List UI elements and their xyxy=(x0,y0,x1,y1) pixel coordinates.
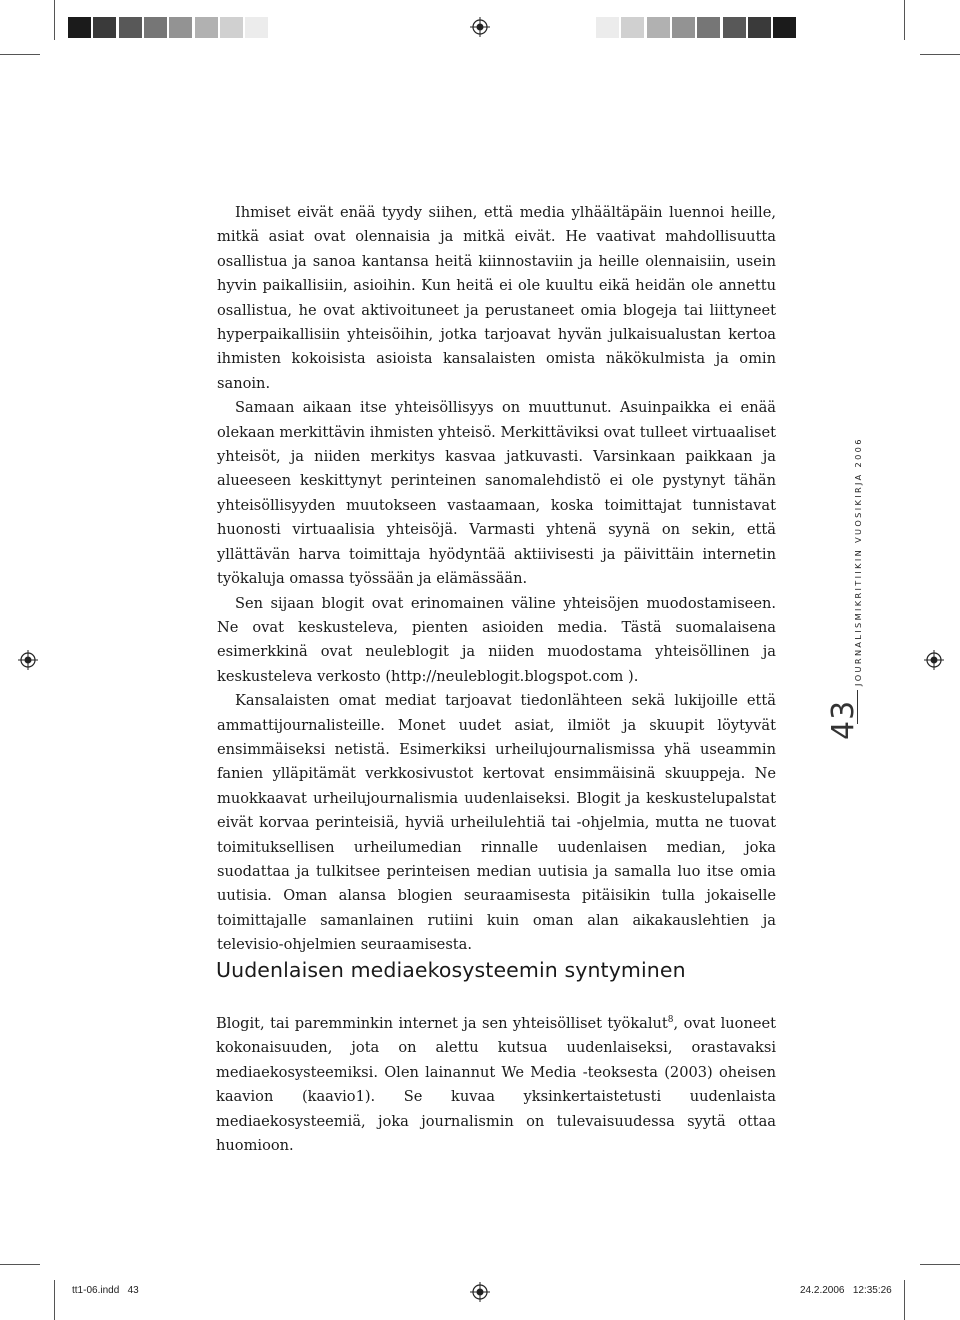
body-text xyxy=(217,201,776,958)
section-body xyxy=(216,1012,776,1158)
color-swatch xyxy=(773,17,796,38)
crop-mark xyxy=(904,0,905,40)
color-swatch xyxy=(647,17,670,38)
registration-mark-icon xyxy=(18,650,38,670)
crop-mark xyxy=(0,1264,40,1265)
paragraph-text: , ovat luoneet kokonaisuuden, jota on alettu kutsua uudenlaiseksi, orastavaksi mediaekosysteemiksi. Olen lainannut We Media -teoksesta (2003) oheisen kaavion (kaavio1). Se kuvaa yksinkertaistetusti uudenlaista mediaekosysteemiä, joka journalismin on tulevaisuudessa syytä ottaa huomioon. xyxy=(216,1015,776,1155)
color-swatch xyxy=(68,17,91,38)
paragraph: Kansalaisten omat mediat tarjoavat tiedonlähteen sekä lukijoille että ammattijournalisteille. Monet uudet asiat, ilmiöt ja skuupit löytyvät ensimmäiseksi netistä. Esimerkiksi urheilujournalismissa yhä useammin fanien ylläpitämät verkkosivustot kertovat ensimmäisinä skuuppeja. Ne muokkaavat urheilujournalismia uudenlaiseksi. Blogit ja keskustelupalstat eivät korvaa perinteisiä, hyviä urheilulehtiä tai -ohjelmia, mutta ne tuovat toimituksellisen urheilumedian rinnalle uudenlaisen median, joka suodattaa ja tulkitsee perinteisen median uutisia ja samalla luo itse omia uutisia. Oman alansa blogien seuraamisesta pitäisikin tulla jokaiselle toimittajalle samanlainen rutiini kuin oman alan aikakauslehtien ja televisio-ohjelmien seuraamisesta. xyxy=(217,692,776,954)
registration-mark-icon xyxy=(924,650,944,670)
color-swatch xyxy=(672,17,695,38)
color-swatch xyxy=(169,17,192,38)
color-swatch xyxy=(220,17,243,38)
crop-mark xyxy=(54,0,55,40)
paragraph: Ihmiset eivät enää tyydy siihen, että media ylhäältäpäin luennoi heille, mitkä asiat ovat olennaisia ja mitkä eivät. He vaativat mahdollisuutta osallistua ja sanoa kantansa heitä kiinnostaviin ja heille olennaisiin, usein hyvin paikallisiin, asioihin. Kun heitä ei ole kuultu eikä heidän ole annettu osallistua, he ovat aktivoituneet ja perustaneet omia blogeja tai liittyneet hyperpaikallisiin yhteisöihin, jotka tarjoavat hyvän julkaisualustan kertoa ihmisten kokoisista asioista kansalaisten omista näkökulmista ja omin sanoin. xyxy=(217,204,776,392)
crop-mark xyxy=(920,1264,960,1265)
color-swatch xyxy=(748,17,771,38)
section-heading: Uudenlaisen mediaekosysteemin syntyminen xyxy=(216,958,686,982)
paragraph-text: Blogit, tai paremminkin internet ja sen yhteisölliset työkalut xyxy=(216,1015,668,1032)
registration-mark-icon xyxy=(470,1282,490,1302)
registration-mark-icon xyxy=(470,17,490,37)
color-swatch xyxy=(119,17,142,38)
crop-mark xyxy=(54,1280,55,1320)
crop-mark xyxy=(920,54,960,55)
color-swatch xyxy=(596,17,619,38)
running-side-title: JOURNALISMIKRITIIKIN VUOSIKIRJA 2006 xyxy=(853,437,863,686)
slug-filename: tt1-06.indd 43 xyxy=(72,1285,139,1296)
color-swatch xyxy=(93,17,116,38)
crop-mark xyxy=(0,54,40,55)
slug-timestamp: 24.2.2006 12:35:26 xyxy=(800,1285,892,1296)
page-number: 43 xyxy=(826,699,861,740)
color-swatch xyxy=(723,17,746,38)
paragraph xyxy=(216,1012,776,1158)
color-swatch xyxy=(144,17,167,38)
color-swatch xyxy=(245,17,268,38)
color-swatch xyxy=(697,17,720,38)
footnote-ref: 8 xyxy=(667,1015,674,1026)
paragraph: Sen sijaan blogit ovat erinomainen väline yhteisöjen muodostamiseen. Ne ovat keskusteleva, pienten asioiden media. Tästä suomalaisena esimerkkinä ovat neuleblogit ja niiden muodostama yhteisöllinen ja keskusteleva verkosto (http://neuleblogit.blogspot.com ). xyxy=(217,594,776,685)
crop-mark xyxy=(904,1280,905,1320)
color-swatch xyxy=(195,17,218,38)
color-swatch xyxy=(621,17,644,38)
paragraph: Samaan aikaan itse yhteisöllisyys on muuttunut. Asuinpaikka ei enää olekaan merkittävin ihmisten yhteisö. Merkittäviksi ovat tulleet virtuaaliset yhteisöt, ja niiden merkitys kasvaa jatkuvasti. Varsinkaan paikkaan ja alueeseen keskittynyt perinteinen sanomalehdistö ei ole pystynyt tähän yhteisöllisyyden muutokseen vastaamaan, koska toimittajat tunnistavat huonosti virtuaalisia yhteisöjä. Varmasti yhtenä syynä on sekin, että yllättävän harva toimittaja hyödyntää aktiivisesti ja päivittäin internetin työkaluja omassa työssään ja elämässään. xyxy=(217,399,776,588)
